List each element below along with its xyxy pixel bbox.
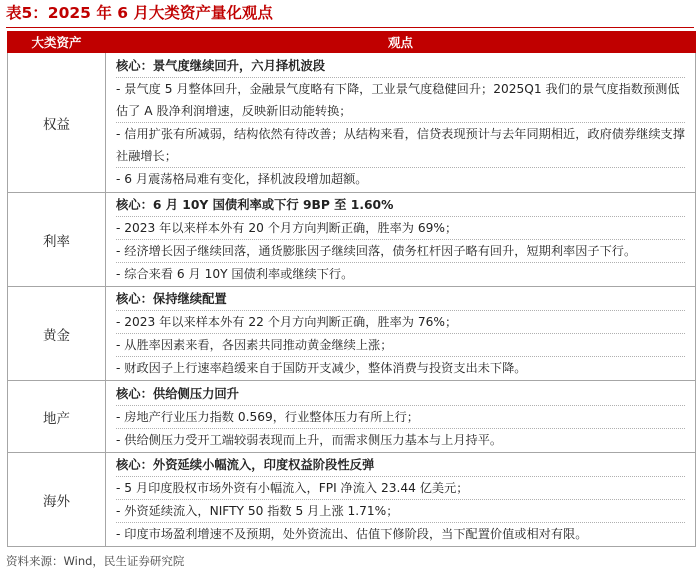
asset-category-gold: 黄金: [8, 287, 106, 381]
view-point: - 外资延续流入，NIFTY 50 指数 5 月上涨 1.71%；: [116, 500, 685, 523]
view-point: - 2023 年以来样本外有 22 个月方向判断正确，胜率为 76%；: [116, 311, 685, 334]
views-cell: [106, 453, 696, 547]
view-point: - 从胜率因素来看，各因素共同推动黄金继续上涨；: [116, 334, 685, 357]
view-point: - 经济增长因子继续回落，通货膨胀因子继续回落，债务杠杆因子略有回升，短期利率因子下行。: [116, 240, 685, 263]
asset-category-overseas: 海外: [8, 453, 106, 547]
view-point: - 6 月震荡格局难有变化，择机波段增加超额。: [116, 172, 368, 186]
table-row: [8, 193, 696, 287]
table-row: [8, 381, 696, 453]
core-view: 核心：外资延续小幅流入，印度权益阶段性反弹: [116, 454, 685, 477]
asset-category-equity: 权益: [8, 53, 106, 193]
view-point: - 房地产行业压力指数 0.569，行业整体压力有所上行；: [116, 406, 685, 429]
core-view: 核心：供给侧压力回升: [116, 383, 685, 406]
table-row: [8, 287, 696, 381]
asset-category-property: 地产: [8, 381, 106, 453]
header-views: 观点: [106, 32, 696, 53]
view-point: - 供给侧压力受开工端较弱表现而上升，而需求侧压力基本与上月持平。: [116, 432, 503, 447]
source-note: 资料来源：Wind，民生证券研究院: [6, 554, 185, 568]
core-view: 核心：景气度继续回升，六月择机波段: [116, 55, 685, 78]
view-point: - 2023 年以来样本外有 20 个月方向判断正确，胜率为 69%；: [116, 217, 685, 240]
view-point: - 财政因子上行速率趋缓来自于国防开支减少，整体消费与投资支出未下降。: [116, 361, 527, 375]
view-point: - 综合来看 6 月 10Y 国债利率或继续下行。: [116, 267, 354, 281]
table-row: [8, 453, 696, 547]
view-point: - 景气度 5 月整体回升，金融景气度略有下降，工业景气度稳健回升；2025Q1 我们的景气度指数预测低估了 A 股净利润增速，反映新旧动能转换；: [116, 78, 685, 123]
views-table: [7, 31, 696, 547]
view-point: - 印度市场盈利增速不及预期，处外资流出、估值下修阶段，当下配置价值或相对有限。: [116, 527, 588, 541]
view-point: - 信用扩张有所减弱，结构依然有待改善；从结构来看，信贷表现预计与去年同期相近，政府债券继续支撑社融增长；: [116, 123, 685, 168]
views-cell: [106, 53, 696, 193]
table-header-row: [8, 32, 696, 53]
table-row: [8, 53, 696, 193]
views-cell: [106, 193, 696, 287]
views-cell: [106, 287, 696, 381]
asset-category-rates: 利率: [8, 193, 106, 287]
views-cell: [106, 381, 696, 453]
core-view: 核心：保持继续配置: [116, 288, 685, 311]
table-title: 表5：2025 年 6 月大类资产量化观点: [6, 3, 694, 28]
header-asset-class: 大类资产: [8, 32, 106, 53]
core-view: 核心：6 月 10Y 国债利率或下行 9BP 至 1.60%: [116, 194, 685, 217]
view-point: - 5 月印度股权市场外资有小幅流入，FPI 净流入 23.44 亿美元；: [116, 477, 685, 500]
